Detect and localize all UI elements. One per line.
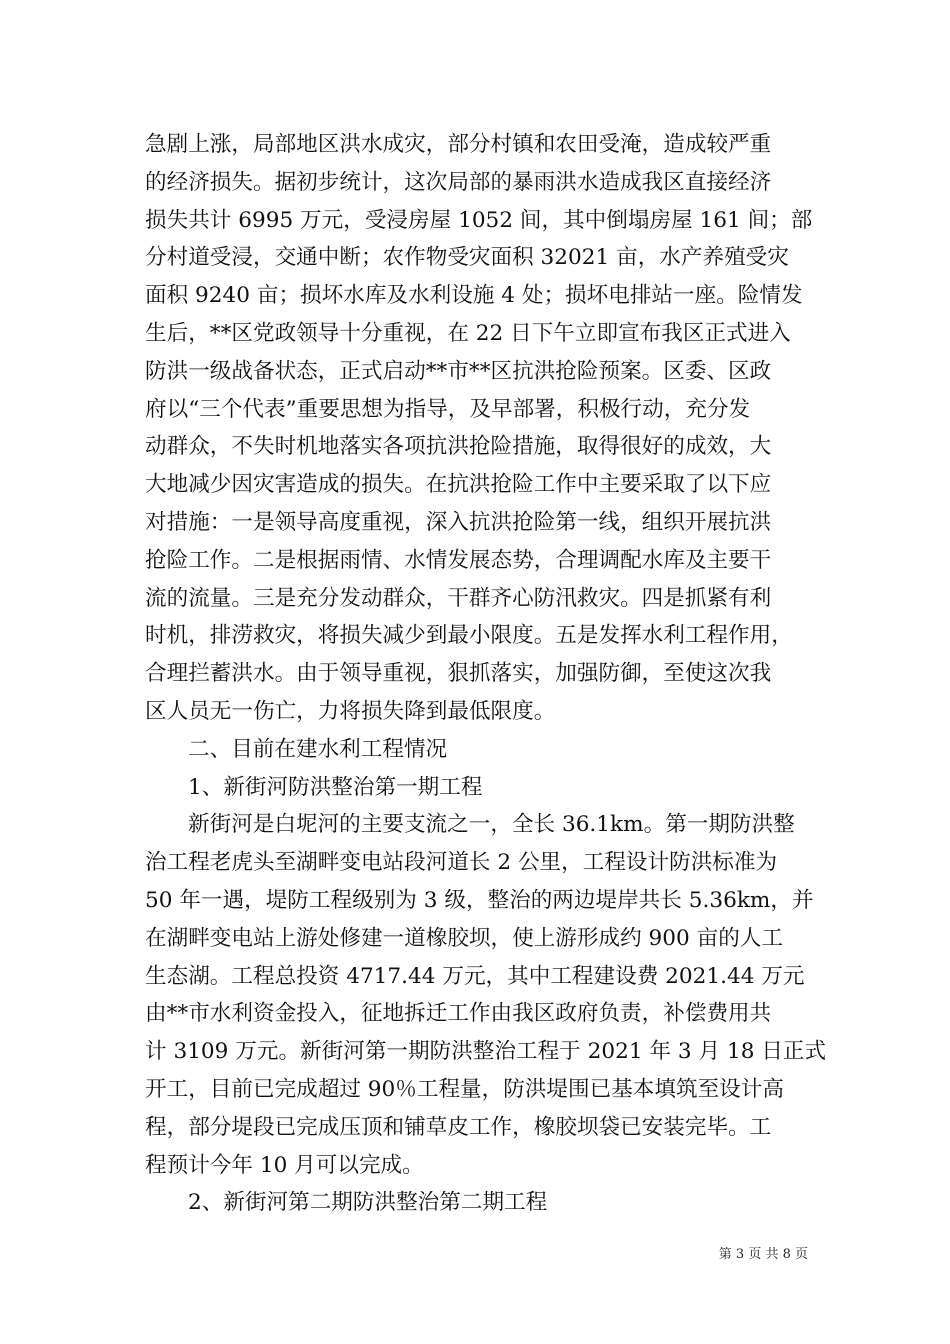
- text-line: 急剧上涨，局部地区洪水成灾，部分村镇和农田受淹，造成较严重: [145, 132, 772, 157]
- text-line: 对措施：一是领导高度重视，深入抗洪抢险第一线，组织开展抗洪: [145, 509, 772, 535]
- text-line: 在湖畔变电站上游处修建一道橡胶坝，使上游形成约 900 亩的人工: [145, 925, 783, 951]
- text-line: 动群众，不失时机地落实各项抗洪抢险措施，取得很好的成效，大: [145, 434, 772, 460]
- text-line: 由**市水利资金投入，征地拆迁工作由我区政府负责，补偿费用共: [145, 1001, 772, 1027]
- subheading-text: 1、新街河防洪整治第一期工程: [188, 774, 483, 800]
- text-line: 面积 9240 亩；损坏水库及水利设施 4 处；损坏电排站一座。险情发: [145, 283, 803, 309]
- subsection-heading-2: [145, 1184, 821, 1222]
- text-line: 防洪一级战备状态，正式启动**市**区抗洪抢险预案。区委、区政: [145, 358, 772, 384]
- text-line: 府以“三个代表”重要思想为指导，及早部署，积极行动，充分发: [145, 396, 751, 422]
- paragraph-damage-summary: [145, 126, 821, 731]
- text-line: 生态湖。工程总投资 4717.44 万元，其中工程建设费 2021.44 万元: [145, 963, 805, 989]
- subsection-heading-1: [145, 769, 821, 807]
- text-line: 大地减少因灾害造成的损失。在抗洪抢险工作中主要采取了以下应: [145, 472, 772, 498]
- text-line: 治工程老虎头至湖畔变电站段河道长 2 公里，工程设计防洪标准为: [145, 850, 778, 876]
- text-line: 计 3109 万元。新街河第一期防洪整治工程于 2021 年 3 月 18 日正式: [145, 1039, 827, 1065]
- text-line: 开工，目前已完成超过 90％工程量，防洪堤围已基本填筑至设计高: [145, 1076, 784, 1102]
- subheading-text: 2、新街河第二期防洪整治第二期工程: [188, 1190, 548, 1216]
- text-line: 合理拦蓄洪水。由于领导重视，狠抓落实，加强防御，至使这次我: [145, 661, 772, 687]
- text-line: 程，部分堤段已完成压顶和铺草皮工作，橡胶坝袋已安装完毕。工: [145, 1114, 772, 1140]
- paragraph-project-1: [145, 806, 827, 1184]
- text-line: 的经济损失。据初步统计，这次局部的暴雨洪水造成我区直接经济: [145, 169, 772, 195]
- text-line: 分村道受浸，交通中断；农作物受灾面积 32021 亩，水产养殖受灾: [145, 245, 789, 271]
- text-line: 抢险工作。二是根据雨情、水情发展态势，合理调配水库及主要干: [145, 547, 772, 573]
- text-line: 50 年一遇，堤防工程级别为 3 级，整治的两边堤岸共长 5.36km，并: [145, 887, 814, 913]
- text-line: 程预计今年 10 月可以完成。: [145, 1152, 424, 1178]
- text-line: 区人员无一伤亡，力将损失降到最低限度。: [145, 698, 556, 724]
- text-line: 新街河是白坭河的主要支流之一，全长 36.1km。第一期防洪整: [188, 812, 795, 838]
- heading-text: 二、目前在建水利工程情况: [188, 736, 448, 762]
- text-line: 流的流量。三是充分发动群众，干群齐心防汛救灾。四是抓紧有利: [145, 585, 772, 611]
- text-line: 时机，排涝救灾，将损失减少到最小限度。五是发挥水利工程作用，: [145, 623, 793, 649]
- text-line: 损失共计 6995 万元，受浸房屋 1052 间，其中倒塌房屋 161 间；部: [145, 207, 813, 233]
- page-number-footer: 第 3 页 共 8 页: [718, 1247, 808, 1262]
- section-heading: [145, 731, 821, 769]
- text-line: 生后，**区党政领导十分重视，在 22 日下午立即宣布我区正式进入: [145, 320, 791, 346]
- document-body: [145, 126, 827, 1222]
